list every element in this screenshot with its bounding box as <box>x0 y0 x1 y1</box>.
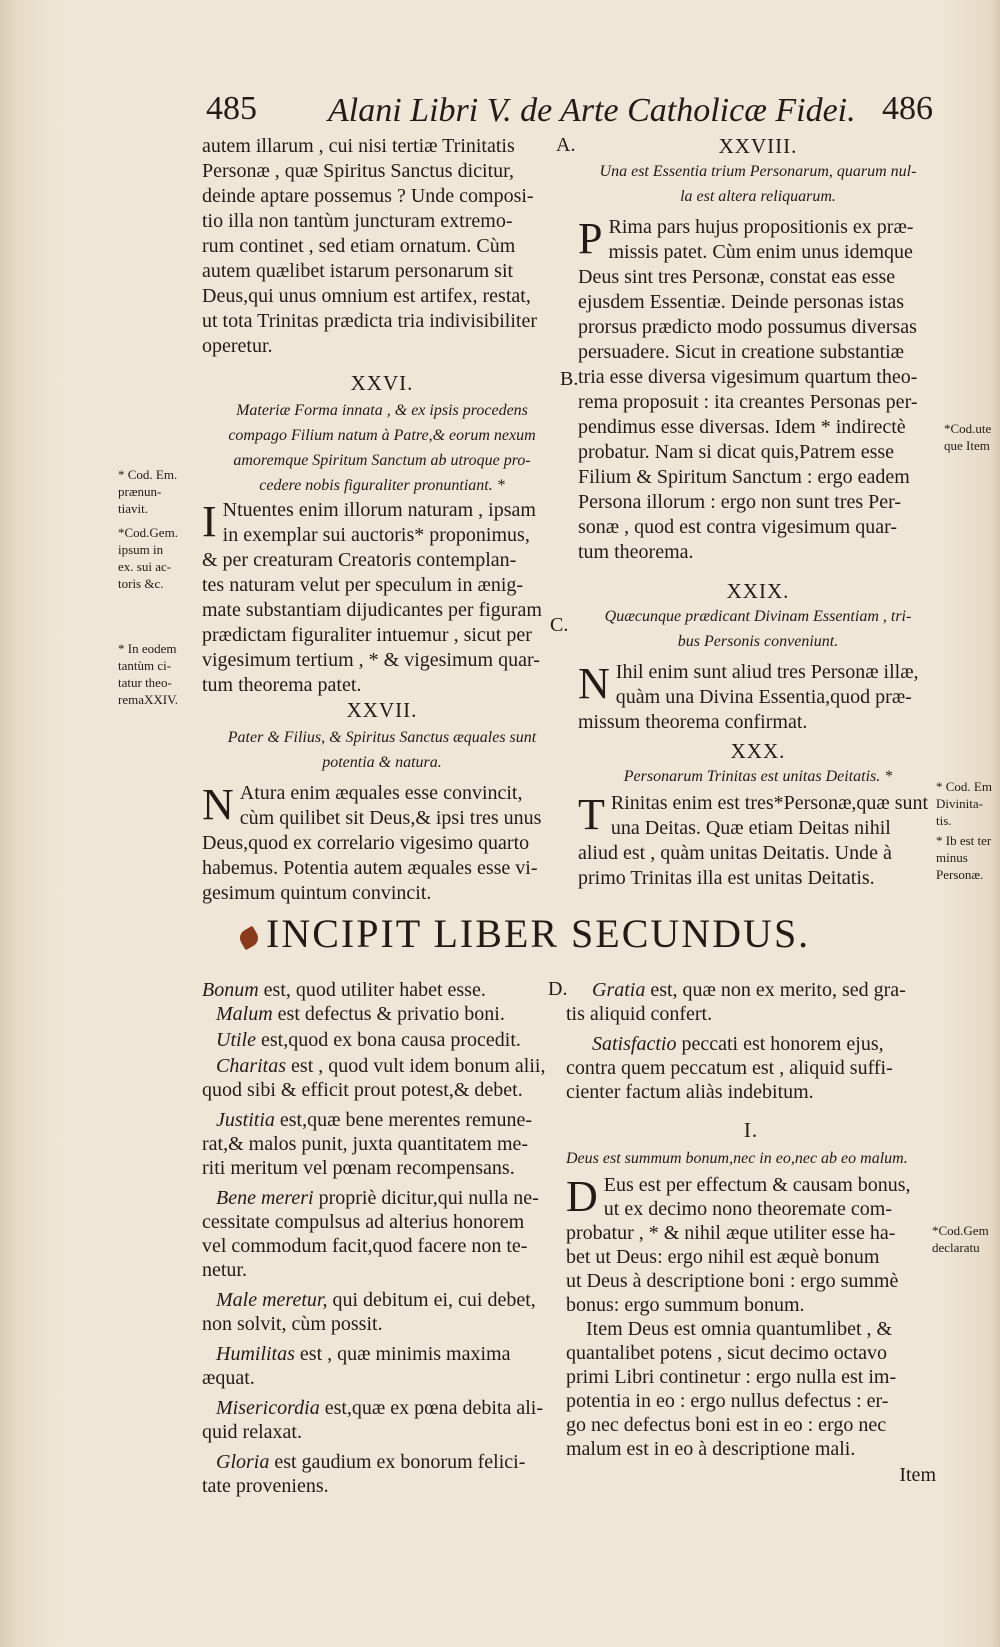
text-line: probatur , * & nihil æque utiliter esse ha- <box>566 1222 896 1244</box>
definition-text: quod sibi & efficit prout potest,& debet. <box>202 1079 523 1101</box>
note-line: Personæ. <box>936 867 984 882</box>
section-body-29 <box>578 660 938 735</box>
drop-cap: I <box>202 497 217 546</box>
definition <box>202 1342 552 1390</box>
definition-text: vel commodum facit,quod facere non te- <box>202 1235 528 1257</box>
definition-text: est, quod utiliter habet esse. <box>258 979 486 1001</box>
text-line: autem illarum , cui nisi tertiæ Trinitatis <box>202 135 515 157</box>
title-line: Quæcunque prædicant Divinam Essentiam , tri- <box>604 608 912 625</box>
text-line: missum theorema confirmat. <box>578 711 808 733</box>
definition-text: cienter factum aliàs indebitum. <box>566 1081 814 1103</box>
definition-text: qui debitum ei, cui debet, <box>327 1289 536 1311</box>
page-number-right: 486 <box>882 90 933 127</box>
definition-text: est,quæ ex pœna debita ali- <box>319 1397 543 1419</box>
text-line: Deus,qui unus omnium est artifex, restat, <box>202 285 531 307</box>
section-title-29 <box>578 604 938 654</box>
text-line: tum theorema. <box>578 541 694 563</box>
note-line: que Item <box>944 438 990 453</box>
text-line: persuadere. Sicut in creatione substantiæ <box>578 341 905 363</box>
book-heading-text: INCIPIT LIBER SECUNDUS. <box>266 911 811 956</box>
note-line: tiavit. <box>118 501 148 516</box>
text-line: operetur. <box>202 335 273 357</box>
title-line: Personarum Trinitas est unitas Deitatis. * <box>623 768 893 785</box>
title-line: potentia & natura. <box>322 754 442 771</box>
text-line: rema proposuit : ita creantes Personas per- <box>578 391 918 413</box>
title-line: compago Filium natum à Patre,& eorum nexum <box>228 427 536 444</box>
term: Male meretur, <box>216 1289 328 1311</box>
definition-text: est,quod ex bona causa procedit. <box>256 1029 521 1051</box>
section-title-28 <box>578 159 938 209</box>
note-line: tatur theo- <box>118 675 172 690</box>
title-line: Una est Essentia trium Personarum, quarum nul- <box>599 163 917 180</box>
title-line: la est altera reliquarum. <box>680 188 836 205</box>
title-line: Materiæ Forma innata , & ex ipsis procedens <box>236 402 528 419</box>
catchword: Item <box>899 1464 936 1486</box>
definition <box>202 1450 552 1498</box>
text-line: ut Deus à descriptione boni : ergo summè <box>566 1270 899 1292</box>
note-line: *Cod.Gem <box>932 1223 989 1238</box>
note-line: ipsum in <box>118 542 164 557</box>
text-line: primi Libri continetur : ergo nulla est im- <box>566 1366 897 1388</box>
text-line: mate substantiam dijudicantes per figuram <box>202 599 542 621</box>
definition <box>566 978 936 1026</box>
text-line: in exemplar sui auctoris* proponimus, <box>222 524 530 546</box>
marginal-note-left-3 <box>118 640 178 708</box>
note-line: prænun- <box>118 484 162 499</box>
title-line: Pater & Filius, & Spiritus Sanctus æquales sunt <box>227 729 537 746</box>
note-line: * Cod. Em <box>936 779 992 794</box>
text-line: rum continet , sed etiam ornatum. Cùm <box>202 235 516 257</box>
text-line: pendimus esse diversas. Idem * indirectè <box>578 416 906 438</box>
definition-text: tate proveniens. <box>202 1475 329 1497</box>
text-line: probatur. Nam si dicat quis,Patrem esse <box>578 441 895 463</box>
section-body-28 <box>578 215 938 565</box>
definition <box>566 1032 936 1104</box>
text-line: tio illa non tantùm juncturam extremo- <box>202 210 513 232</box>
section-body-27 <box>202 781 562 906</box>
note-line: * Ib est ter <box>936 833 992 848</box>
definition <box>202 1002 552 1026</box>
definition <box>202 1108 552 1180</box>
note-line: ex. sui ac- <box>118 559 172 574</box>
definition-text: cessitate compulsus ad alterius honorem <box>202 1211 525 1233</box>
page-number-left: 485 <box>206 90 257 127</box>
term: Justitia <box>216 1109 275 1131</box>
text-line: quàm una Divina Essentia,quod præ- <box>615 686 912 708</box>
note-line: declaratu <box>932 1240 980 1255</box>
text-line: Atura enim æquales esse convincit, <box>239 782 523 804</box>
section-number-1: I. <box>743 1118 759 1142</box>
title-line: bus Personis conveniunt. <box>677 633 839 650</box>
definition-text: riti meritum vel pœnam recompensans. <box>202 1157 515 1179</box>
definition-text: netur. <box>202 1259 247 1281</box>
section-number-29: XXIX. <box>726 579 790 603</box>
definition-text: quid relaxat. <box>202 1421 302 1443</box>
note-line: tis. <box>936 813 952 828</box>
definition-text: est, quæ non ex merito, sed gra- <box>645 979 906 1001</box>
text-line: Deus,quod ex correlario vigesimo quarto <box>202 832 530 854</box>
text-line: Deus sint tres Personæ, constat eas esse <box>578 266 896 288</box>
definition-text: contra quem peccatum est , aliquid suffi- <box>566 1057 893 1079</box>
text-line: Rinitas enim est tres*Personæ,quæ sunt <box>610 792 929 814</box>
term: Gloria <box>216 1451 270 1473</box>
note-line: tantùm ci- <box>118 658 172 673</box>
section-number-30: XXX. <box>730 739 786 763</box>
text-line: deinde aptare possemus ? Unde composi- <box>202 185 534 207</box>
term: Humilitas <box>216 1343 295 1365</box>
drop-cap: P <box>578 214 603 263</box>
text-line: ut ex decimo nono theoremate com- <box>603 1198 893 1220</box>
note-line: minus <box>936 850 968 865</box>
text-line: tes naturam velut per speculum in ænig- <box>202 574 524 596</box>
definition-text: est , quod vult idem bonum alii, <box>286 1055 546 1077</box>
margin-letter-d: D. <box>548 978 568 1000</box>
note-line: * Cod. Em. <box>118 467 178 482</box>
liber2-left-column <box>202 978 552 1498</box>
text-line: una Deitas. Quæ etiam Deitas nihil <box>610 817 891 839</box>
text-line: Rima pars hujus propositionis ex præ- <box>608 216 914 238</box>
text-line: autem quælibet istarum personarum sit <box>202 260 514 282</box>
text-line: prorsus prædicto modo possumus diversas <box>578 316 917 338</box>
term: Satisfactio <box>592 1033 677 1055</box>
definition-text: peccati est honorem ejus, <box>676 1033 884 1055</box>
text-line: Eus est per effectum & causam bonus, <box>603 1174 911 1196</box>
definition-text: æquat. <box>202 1367 255 1389</box>
note-line: Divinita- <box>936 796 983 811</box>
text-line: sonæ , quod est contra vigesimum quar- <box>578 516 897 538</box>
definition <box>202 1288 552 1336</box>
text-line: Filium & Spiritum Sanctum : ergo eadem <box>578 466 910 488</box>
term: Bonum <box>202 979 259 1001</box>
margin-letter-a: A. <box>556 134 576 156</box>
text-line: Item Deus est omnia quantumlibet , & <box>586 1318 893 1340</box>
liber2-right-column <box>566 978 936 1487</box>
section-number-28: XXVIII. <box>718 134 798 158</box>
definition-text: non solvit, cùm possit. <box>202 1313 383 1335</box>
text-line: ut tota Trinitas prædicta tria indivisibiliter <box>202 310 537 332</box>
section-body-30 <box>578 791 938 891</box>
right-column-top <box>578 134 938 891</box>
definition-text: est , quæ minimis maxima <box>294 1343 511 1365</box>
fleuron-icon <box>237 926 262 951</box>
running-title: Alani Libri V. de Arte Catholicæ Fidei. <box>328 92 856 129</box>
text-line: prædictam figuraliter intuemur , sicut per <box>202 624 532 646</box>
note-line: *Cod.ute <box>944 421 992 436</box>
section-title-26 <box>202 398 562 498</box>
drop-cap: N <box>202 780 234 829</box>
title-line: cedere nobis figuraliter pronuntiant. * <box>259 477 505 494</box>
text-line: Personæ , quæ Spiritus Sanctus dicitur, <box>202 160 514 182</box>
text-line: potentia in eo : ergo nullus defectus : er- <box>566 1390 889 1412</box>
definition <box>202 1396 552 1444</box>
term: Charitas <box>216 1055 287 1077</box>
term: Misericordia <box>216 1397 320 1419</box>
section-body-1 <box>566 1173 936 1461</box>
definition-text: tis aliquid confert. <box>566 1003 713 1025</box>
section-number-27: XXVII. <box>346 698 418 722</box>
text-line: aliud est , quàm unitas Deitatis. Unde à <box>578 842 892 864</box>
margin-letter-c: C. <box>550 614 569 636</box>
definition-text: rat,& malos punit, juxta quantitatem me- <box>202 1133 529 1155</box>
text-line: malum est in eo à descriptione mali. <box>566 1438 856 1460</box>
drop-cap: D <box>566 1172 598 1221</box>
marginal-note-right-1 <box>944 420 991 454</box>
note-line: toris &c. <box>118 576 164 591</box>
definition <box>202 1054 552 1102</box>
definition-text: est gaudium ex bonorum felici- <box>269 1451 526 1473</box>
definition <box>202 978 552 1002</box>
text-line: vigesimum tertium , * & vigesimum quar- <box>202 649 540 671</box>
text-line: ejusdem Essentiæ. Deinde personas istas <box>578 291 905 313</box>
section-title-30 <box>578 764 938 789</box>
section-body-26 <box>202 498 562 698</box>
section-title-27 <box>202 725 562 775</box>
note-line: *Cod.Gem. <box>118 525 178 540</box>
text-line: quantalibet potens , sicut decimo octavo <box>566 1342 888 1364</box>
text-line: habemus. Potentia autem æquales esse vi- <box>202 857 538 879</box>
definition <box>202 1186 552 1282</box>
note-line: remaXXIV. <box>118 692 179 707</box>
book-heading <box>240 910 810 957</box>
text-line: tria esse diversa vigesimum quartum theo- <box>578 366 918 388</box>
marginal-note-right-2 <box>936 778 992 829</box>
note-line: * In eodem <box>118 641 177 656</box>
definition-text: propriè dicitur,qui nulla ne- <box>313 1187 539 1209</box>
text-line: gesimum quintum convincit. <box>202 882 432 904</box>
marginal-note-left-1 <box>118 466 177 517</box>
text-line: Ntuentes enim illorum naturam , ipsam <box>222 499 536 521</box>
definition-text: est,quæ bene merentes remune- <box>274 1109 533 1131</box>
text-line: go nec defectus boni est in eo : ergo nec <box>566 1414 887 1436</box>
marginal-note-right-3 <box>936 832 991 883</box>
text-line: Persona illorum : ergo non sunt tres Per- <box>578 491 902 513</box>
marginal-note-right-4 <box>932 1222 989 1256</box>
term: Utile <box>216 1029 256 1051</box>
drop-cap: N <box>578 659 610 708</box>
section-number-26: XXVI. <box>350 371 414 395</box>
text-line: Ihil enim sunt aliud tres Personæ illæ, <box>615 661 919 683</box>
text-line: missis patet. Cùm enim unus idemque <box>608 241 913 263</box>
term: Malum <box>216 1003 273 1025</box>
text-line: bet ut Deus: ergo nihil est æquè bonum <box>566 1246 880 1268</box>
section-title-1: Deus est summum bonum,nec in eo,nec ab eo malum. <box>566 1150 908 1167</box>
text-line: & per creaturam Creatoris contemplan- <box>202 549 517 571</box>
text-line: primo Trinitas illa est unitas Deitatis. <box>578 867 875 889</box>
definition-text: est defectus & privatio boni. <box>272 1003 505 1025</box>
left-column-top <box>202 134 562 906</box>
margin-letter-b: B. <box>560 368 579 390</box>
definition <box>202 1028 552 1052</box>
text-line: cùm quilibet sit Deus,& ipsi tres unus <box>239 807 542 829</box>
marginal-note-left-2 <box>118 524 178 592</box>
drop-cap: T <box>578 790 605 839</box>
term: Bene mereri <box>216 1187 314 1209</box>
text-line: bonus: ergo summum bonum. <box>566 1294 805 1316</box>
title-line: amoremque Spiritum Sanctum ab utroque pro- <box>233 452 531 469</box>
term: Gratia <box>592 979 646 1001</box>
text-line: tum theorema patet. <box>202 674 362 696</box>
